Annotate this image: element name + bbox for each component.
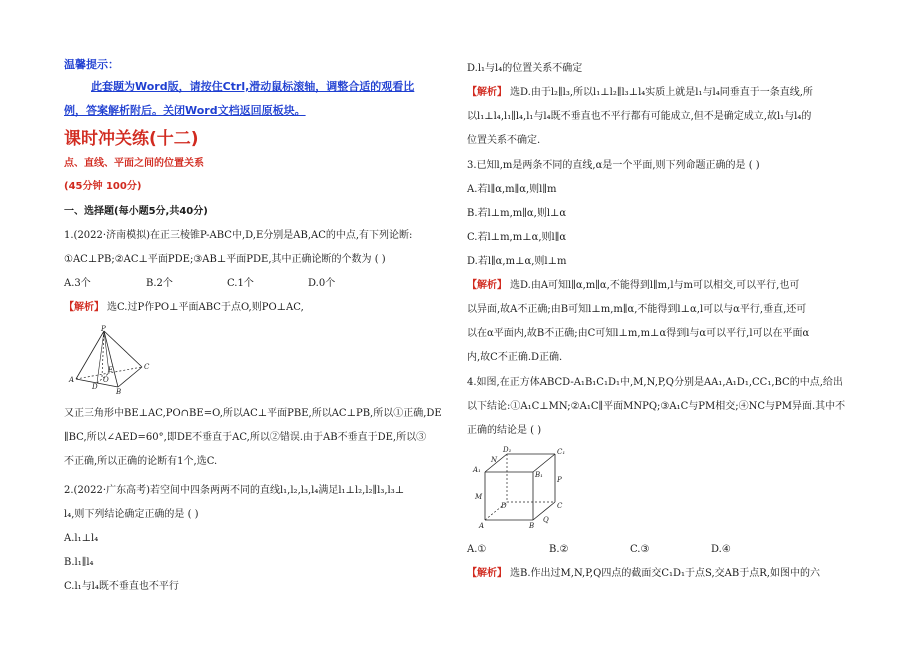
page-title: 课时冲关练(十二) [64,129,199,149]
label-C1: C₁ [557,448,566,456]
analysis-tag: 【解析】 [64,302,104,313]
q1-answer-3: ∥BC,所以∠AED=60°,即DE不垂直于AC,所以②错误.由于AB不垂直于DE,所以③ [64,432,427,443]
q1-stem-1: 1.(2022·济南模拟)在正三棱锥P-ABC中,D,E分别是AB,AC的中点,有下列论断: [64,230,413,241]
q2-answer-1: 选D.由于l₂∥l₃,所以l₁⊥l₂∥l₃⊥l₄实质上就是l₁与l₄同垂直于一条直线,所 [510,87,813,98]
q2-analysis [467,86,813,100]
q4-answer-1: 选B.作出过M,N,P,Q四点的截面交C₁D₁于点S,交AB于点R,如图中的六 [510,568,820,579]
tip-line-1[interactable]: 此套题为Word版，请按住Ctrl,滑动鼠标滚轴，调整合适的观看比 [91,80,415,93]
q3-answer-3: 以在α平面内,故B不正确;由C可知l⊥m,m⊥α得到l与α可以平行,l可以在平面α [467,328,810,339]
label-D1: D₁ [503,446,512,454]
label-P: P [101,325,106,333]
q1-answer-1: 选C.过P作PO⊥平面ABC于点O,则PO⊥AC, [107,302,304,313]
label-B: B [116,388,122,395]
q4-option-d: D.④ [711,544,731,555]
analysis-tag: 【解析】 [467,280,507,291]
q2-answer-2: 以l₁⊥l₄,l₁∥l₄,l₁与l₄既不垂直也不平行都有可能成立,但不是确定成立,故l₁与l₄的 [467,111,812,122]
q4-stem-2: 以下结论:①A₁C⊥MN;②A₁C∥平面MNPQ;③A₁C与PM相交;④NC与PM异面.其中不 [467,401,846,412]
q4-option-c: C.③ [630,544,650,555]
q1-option-c: C.1个 [227,278,254,289]
q3-answer-1: 选D.由A可知l∥α,m∥α,不能得到l∥m,l与m可以相交,可以平行,也可 [510,280,800,291]
section-heading: 一、选择题(每小题5分,共40分) [64,206,208,217]
q4-option-a: A.① [467,544,487,555]
label-B: B [529,522,535,530]
q1-answer-4: 不正确,所以正确的论断有1个,选C. [64,456,218,467]
q2-answer-3: 位置关系不确定. [467,135,541,146]
analysis-tag: 【解析】 [467,87,507,98]
q3-option-b: B.若l⊥m,m∥α,则l⊥α [467,208,567,219]
analysis-tag: 【解析】 [467,568,507,579]
q2-option-c: C.l₁与l₄既不垂直也不平行 [64,581,179,592]
q1-stem-2: ①AC⊥PB;②AC⊥平面PDE;③AB⊥平面PDE,其中正确论断的个数为 ( ) [64,254,386,265]
label-C: C [557,502,563,510]
label-M: M [475,493,483,501]
label-A: A [69,376,75,384]
label-A: A [479,522,485,530]
label-A1: A₁ [473,466,481,474]
label-E: E [108,366,114,374]
page-subtitle: 点、直线、平面之间的位置关系 [64,158,204,169]
q1-analysis [64,301,304,315]
q3-answer-4: 内,故C不正确.D正确. [467,352,563,363]
q3-answer-2: 以异面,故A不正确;由B可知l⊥m,m∥α,不能得到l⊥α,l可以与α平行,垂直,还可 [467,304,807,315]
q3-option-c: C.若l⊥m,m⊥α,则l∥α [467,232,567,243]
q1-option-d: D.0个 [308,278,336,289]
q2-option-d: D.l₁与l₄的位置关系不确定 [467,63,583,74]
q1-answer-2: 又正三角形中BE⊥AC,PO∩BE=O,所以AC⊥平面PBE,所以AC⊥PB,所以①正确,DE [64,408,442,419]
label-P: P [557,476,562,484]
tip-label: 温馨提示： [64,58,119,71]
time-limit: (45分钟 100分) [64,181,142,192]
pyramid-figure [66,325,156,395]
q4-option-b: B.② [549,544,569,555]
label-B1: B₁ [535,471,543,479]
q2-option-b: B.l₁∥l₄ [64,557,94,568]
label-N: N [491,456,498,464]
label-D: D [92,383,98,391]
q4-analysis [467,567,820,581]
q3-option-d: D.若l∥α,m⊥α,则l⊥m [467,256,567,267]
q4-stem-1: 4.如图,在正方体ABCD-A₁B₁C₁D₁中,M,N,P,Q分别是AA₁,A₁D₁,CC₁,BC的中点,给出 [467,377,843,388]
label-C: C [144,363,150,371]
q3-stem: 3.已知l,m是两条不同的直线,α是一个平面,则下列命题正确的是 ( ) [467,160,760,171]
label-D: D [501,502,507,510]
q2-stem-1: 2.(2022·广东高考)若空间中四条两两不同的直线l₁,l₂,l₃,l₄满足l₁⊥l₂,l₂∥l₃,l₃⊥ [64,485,405,496]
q2-stem-2: l₄,则下列结论确定正确的是 ( ) [64,509,199,520]
q3-option-a: A.若l∥α,m∥α,则l∥m [467,184,557,195]
tip-line-2[interactable]: 例，答案解析附后。关闭Word文档返回原板块。 [64,104,306,117]
q3-analysis [467,279,799,293]
q4-stem-3: 正确的结论是 ( ) [467,425,542,436]
q1-option-b: B.2个 [146,278,173,289]
label-Q: Q [543,516,549,524]
cube-figure [467,444,577,534]
q2-option-a: A.l₁⊥l₄ [64,533,99,544]
q1-option-a: A.3个 [64,278,91,289]
label-O: O [103,376,109,384]
